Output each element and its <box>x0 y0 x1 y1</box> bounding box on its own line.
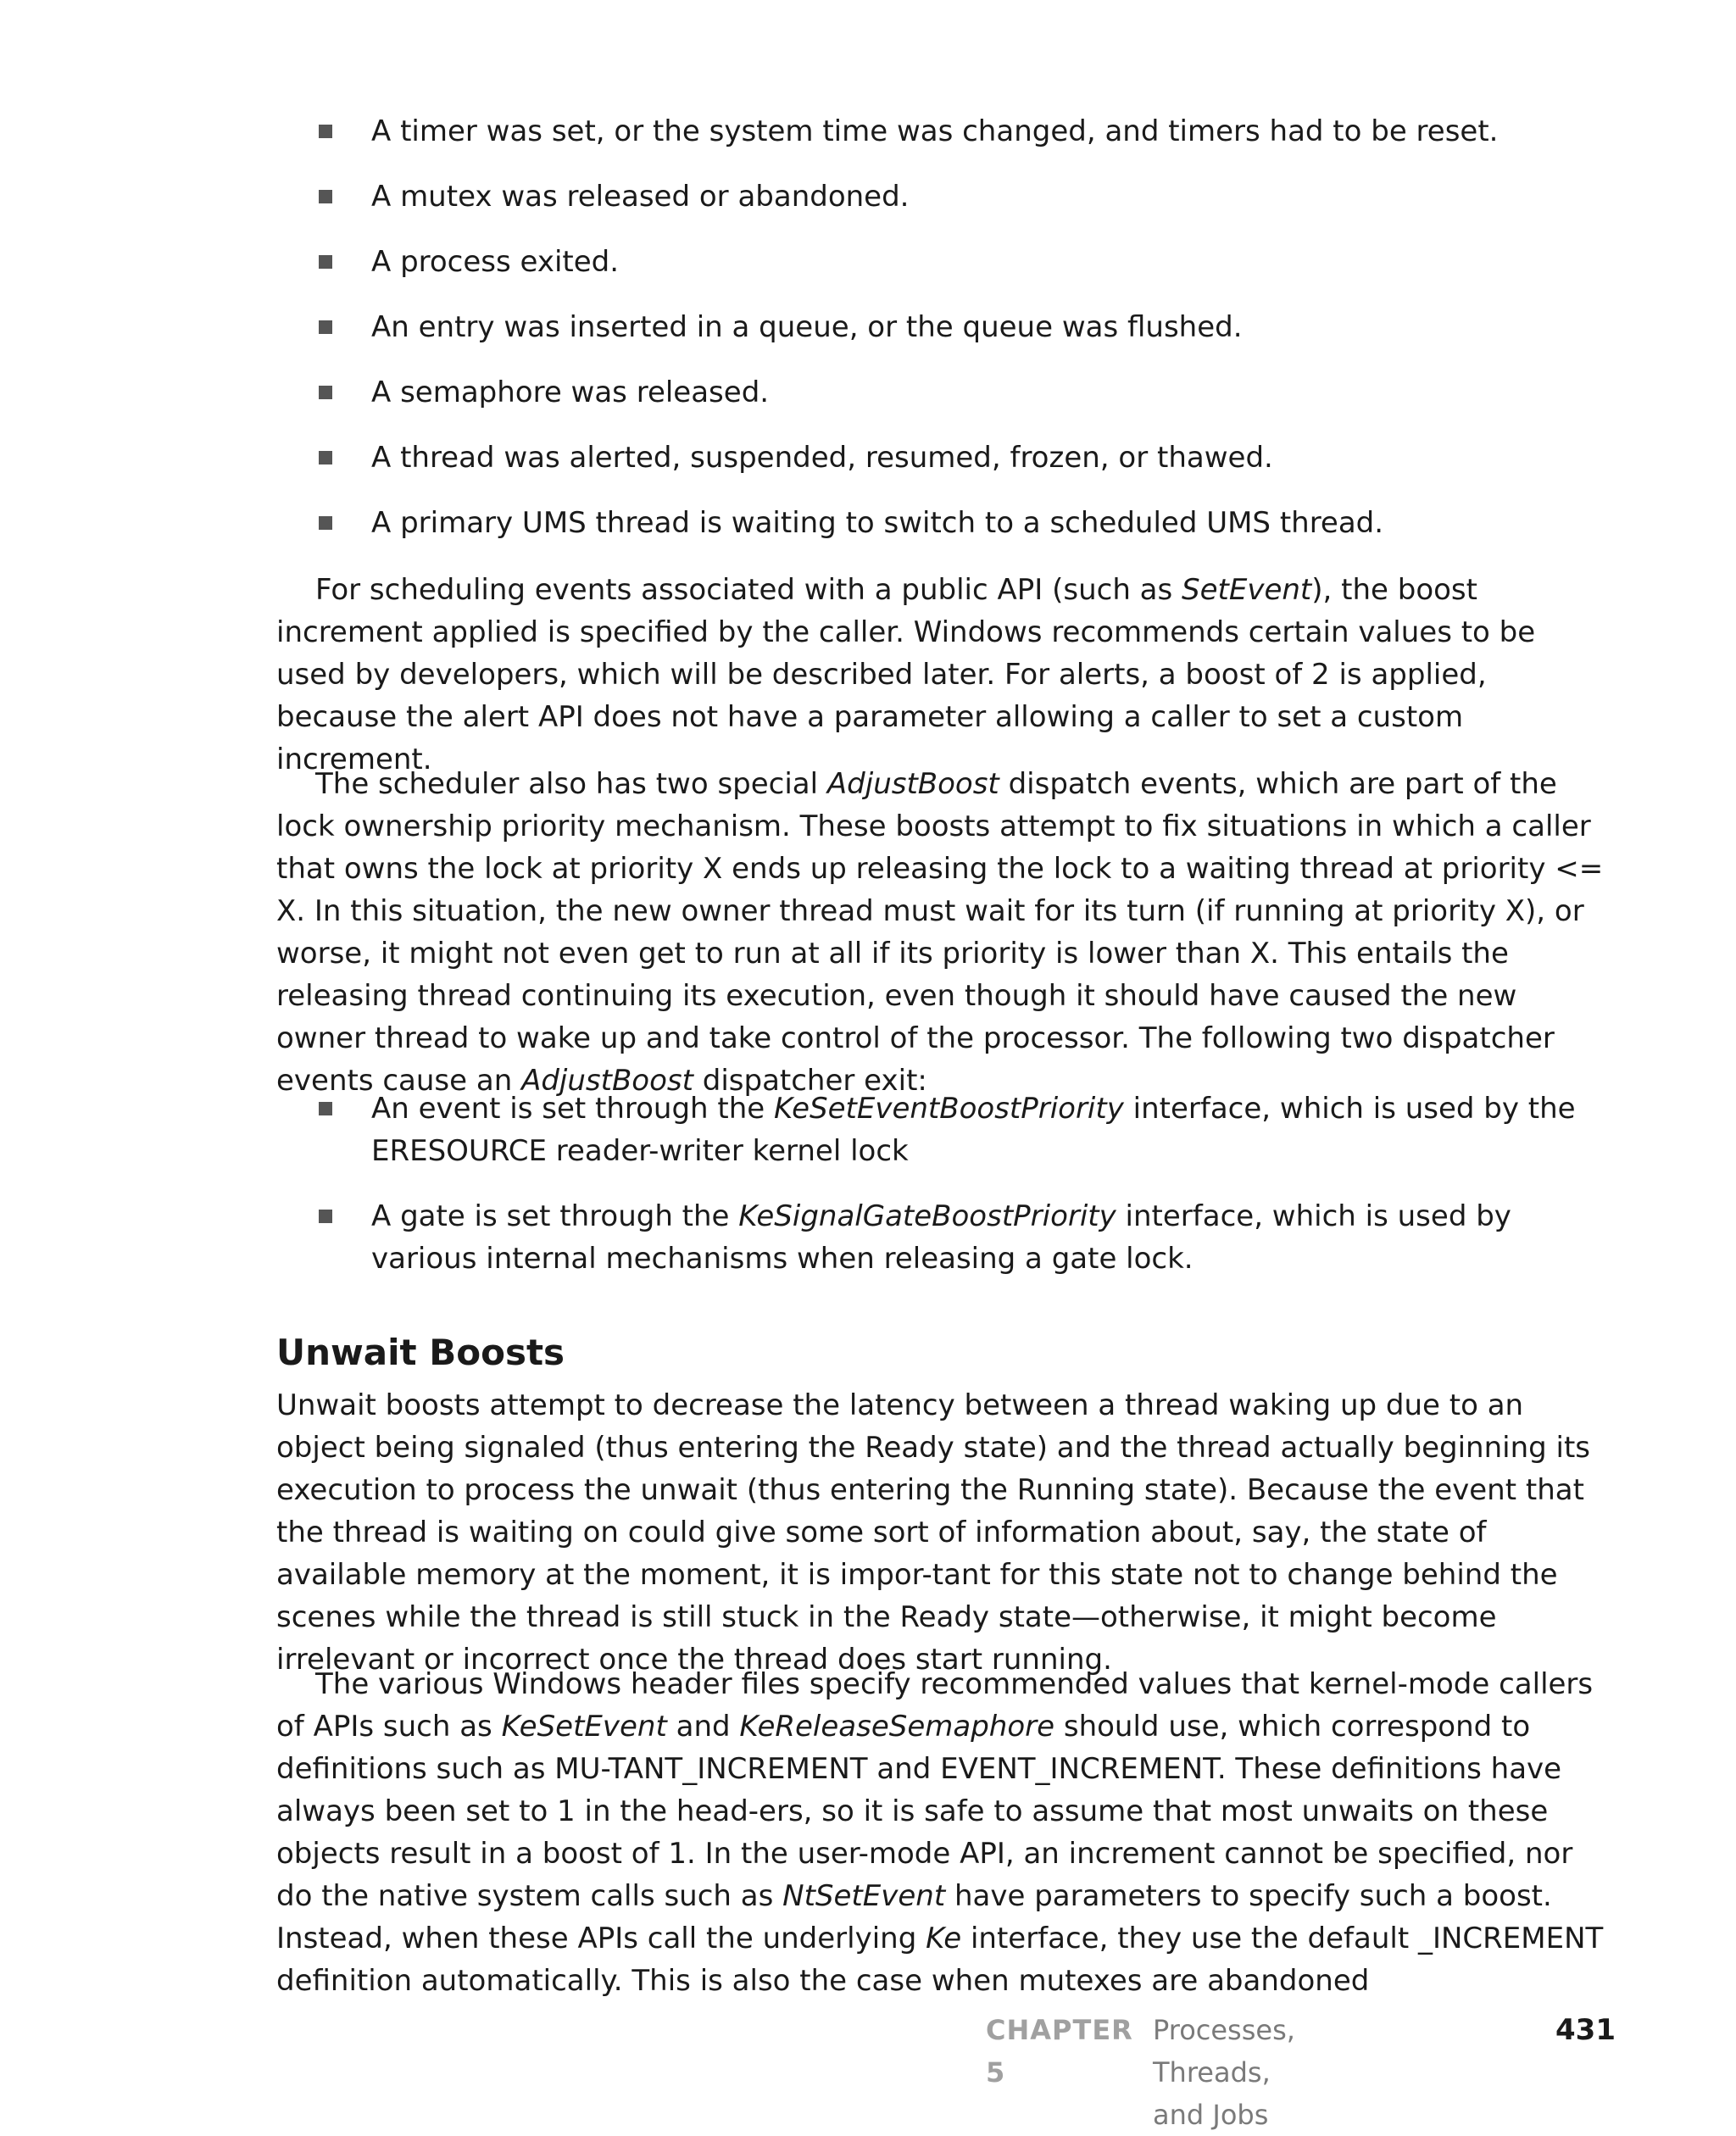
bullet-square-icon <box>319 1210 332 1223</box>
bullet-square-icon <box>319 255 332 269</box>
bullet-square-icon <box>319 516 332 530</box>
list-item: A semaphore was released. <box>319 371 1607 414</box>
adjustboost-events-list <box>319 1087 1607 1280</box>
bullet-square-icon <box>319 386 332 399</box>
paragraph-unwait-intro: Unwait boosts attempt to decrease the latency between a thread waking up due to an object being signaled (thus entering the Ready state) and the thread actually beginning its execution to process the unwait (thus entering the Running state). Because the event that the thread is waiting on could give some sort of information about, say, the state of available memory at the moment, it is impor-tant for this state not to change behind the scenes while the thread is still stuck in the Ready state—otherwise, it might become irrelevant or incorrect once the thread does start running. <box>276 1388 1591 1677</box>
paragraph-scheduling-events: For scheduling events associated with a public API (such as SetEvent), the boost increment applied is specified by the caller. Windows recommends certain values to be used by developers, which will be described later. For alerts, a boost of 2 is applied, because the alert API does not have a parameter allowing a caller to set a custom increment. <box>276 573 1536 776</box>
bullet-square-icon <box>319 1102 332 1115</box>
footer-chapter-title: Processes, Threads, and Jobs <box>1153 2014 1295 2131</box>
list-item: A timer was set, or the system time was changed, and timers had to be reset. <box>319 110 1607 153</box>
footer-chapter-label: CHAPTER 5 <box>986 2014 1133 2089</box>
list-item: A thread was alerted, suspended, resumed, frozen, or thawed. <box>319 437 1607 479</box>
section-heading: Unwait Boosts <box>276 1332 565 1373</box>
scheduling-events-list <box>319 110 1607 544</box>
bullet-square-icon <box>319 190 332 203</box>
bullet-square-icon <box>319 125 332 138</box>
bullet-square-icon <box>319 451 332 464</box>
bullet-square-icon <box>319 320 332 334</box>
list-item: A mutex was released or abandoned. <box>319 175 1607 218</box>
list-item: An entry was inserted in a queue, or the queue was flushed. <box>319 306 1607 348</box>
list-item: A process exited. <box>319 241 1607 283</box>
page-number: 431 <box>1555 2013 1616 2047</box>
list-item: A primary UMS thread is waiting to switch to a scheduled UMS thread. <box>319 502 1607 544</box>
list-item: A gate is set through the KeSignalGateBoostPriority interface, which is used by various internal mechanisms when releasing a gate lock. <box>319 1195 1607 1280</box>
list-item: An event is set through the KeSetEventBoostPriority interface, which is used by the ERESOURCE reader-writer kernel lock <box>319 1087 1607 1172</box>
paragraph-unwait-increments: The various Windows header files specify recommended values that kernel-mode callers of APIs such as KeSetEvent and KeReleaseSemaphore should use, which correspond to definitions such as MU-TANT_INCREMENT and EVENT_INCREMENT. These definitions have always been set to 1 in the head-ers, so it is safe to assume that most unwaits on these objects result in a boost of 1. In the user-mode API, an increment cannot be specified, nor do the native system calls such as NtSetEvent have parameters to specify such a boost. Instead, when these APIs call the underlying Ke interface, they use the default _INCREMENT definition automatically. This is also the case when mutexes are abandoned <box>276 1667 1604 1998</box>
paragraph-adjustboost: The scheduler also has two special AdjustBoost dispatch events, which are part of the lock ownership priority mechanism. These boosts attempt to fix situations in which a caller that owns the lock at priority X ends up releasing the lock to a waiting thread at priority <= X. In this situation, the new owner thread must wait for its turn (if running at priority X), or worse, it might not even get to run at all if its priority is lower than X. This entails the releasing thread continuing its execution, even though it should have caused the new owner thread to wake up and take control of the processor. The following two dispatcher events cause an AdjustBoost dispatcher exit: <box>276 767 1604 1098</box>
